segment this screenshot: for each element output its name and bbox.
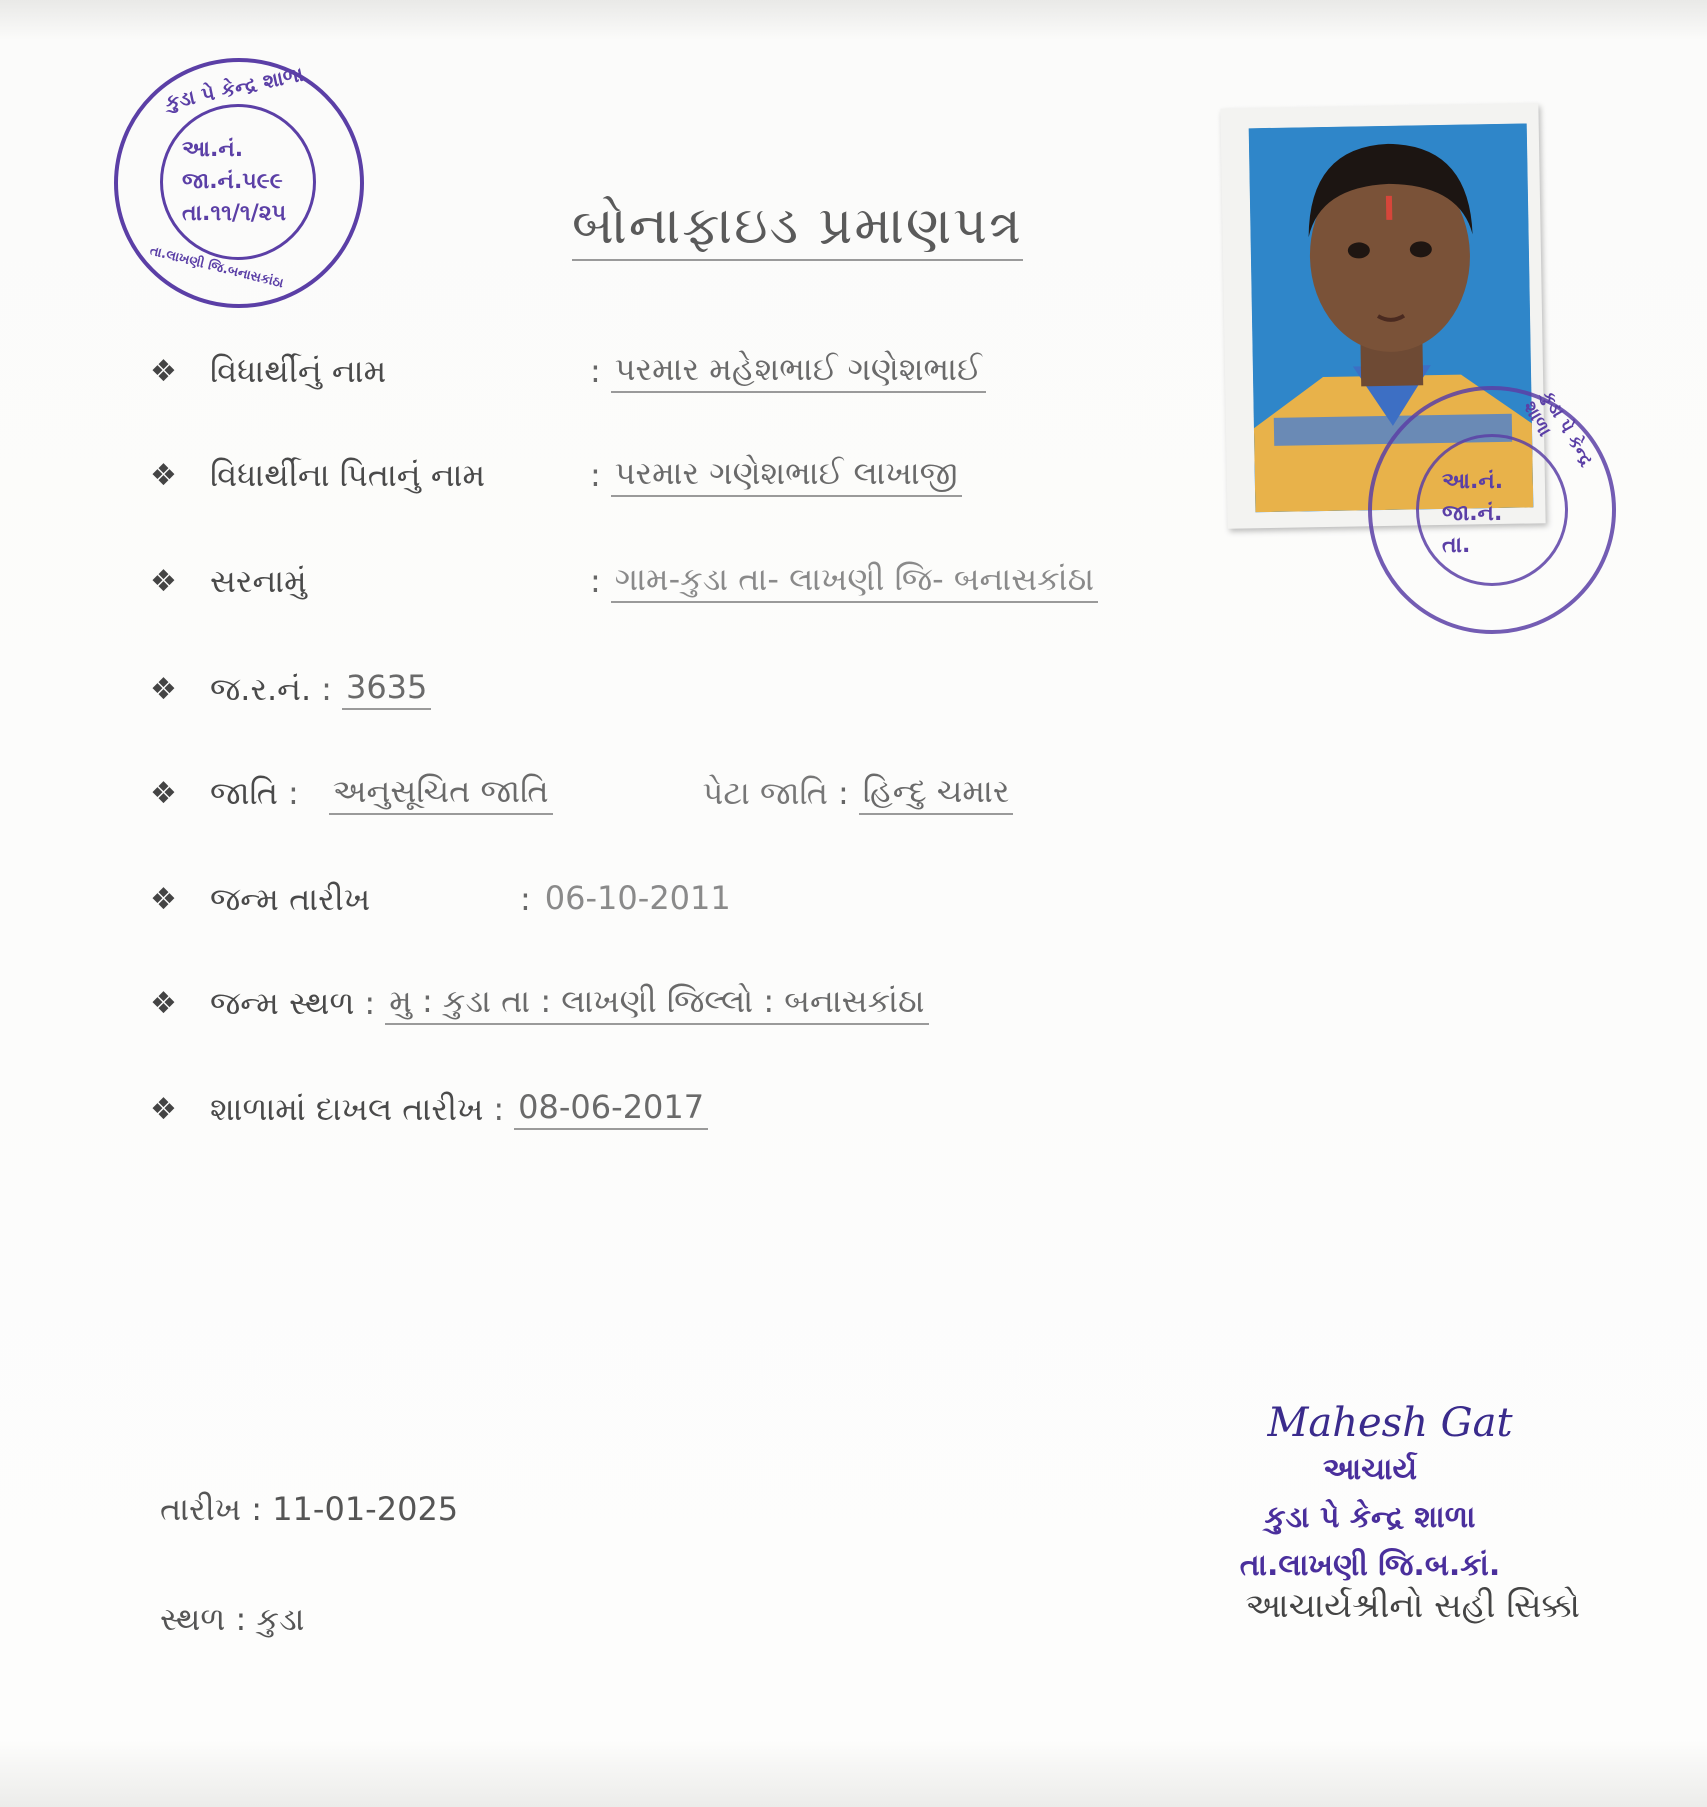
stamp-line-2: જા.નં.૫૯૯ [182, 169, 283, 194]
stamp-line-1: આ.નં. [182, 137, 244, 162]
stamp-center-text [182, 134, 286, 230]
colon-separator: : [288, 774, 299, 812]
birth-date-value: 06-10-2011 [544, 879, 731, 917]
footer-place-value: કુડા [256, 1600, 305, 1638]
address-label: સરનામું [210, 561, 307, 600]
colon-separator: : [590, 352, 601, 390]
colon-separator: : [235, 1600, 257, 1638]
footer-date [160, 1490, 458, 1529]
row-father-name [150, 450, 962, 500]
father-name-value: પરમાર ગણેશભાઈ લાખાજી [611, 454, 962, 497]
footer-date-label: તારીખ [160, 1490, 242, 1528]
footer-place-label: સ્થળ [160, 1600, 226, 1638]
school-stamp-photo [1368, 386, 1616, 634]
sub-caste-label: પેટા જાતિ [702, 773, 828, 812]
principal-signature: Mahesh Gat [1267, 1400, 1513, 1446]
stamp-ring-bottom-text: તા.લાખણી જિ.બનાસકાંઠા [148, 243, 285, 292]
student-name-label: વિધાર્થીનું નામ [210, 351, 387, 390]
row-student-name [150, 346, 986, 396]
sub-caste-value: હિન્દુ ચમાર [859, 772, 1014, 815]
row-caste [150, 768, 1013, 818]
colon-separator: : [590, 456, 601, 494]
row-address [150, 556, 1098, 606]
bullet-icon: ❖ [150, 1091, 177, 1127]
row-birth-date [150, 874, 735, 924]
bullet-icon: ❖ [150, 457, 177, 493]
colon-separator: : [520, 880, 531, 918]
stamp-photo-line-2: જા.નં. [1442, 501, 1503, 526]
footer-date-value: 11-01-2025 [272, 1490, 459, 1528]
bullet-icon: ❖ [150, 985, 177, 1021]
footer-place [160, 1600, 305, 1639]
principal-role: આચાર્ય [1322, 1452, 1418, 1487]
colon-separator: : [321, 670, 332, 708]
bullet-icon: ❖ [150, 563, 177, 599]
signature-caption: આચાર્યશ્રીનો સહી સિક્કો [1245, 1586, 1580, 1626]
row-birth-place [150, 978, 929, 1028]
father-name-label: વિધાર્થીના પિતાનું નામ [210, 455, 486, 494]
certificate-title: બોનાફાઇડ પ્રમાણપત્ર [572, 196, 1023, 261]
bullet-icon: ❖ [150, 353, 177, 389]
stamp-photo-ring-text: કુડા પે કેન્દ્ર શાળા [1518, 387, 1597, 471]
stamp-line-3: તા.૧૧/૧/૨૫ [182, 201, 287, 226]
birth-date-label: જન્મ તારીખ [210, 879, 371, 918]
colon-separator: : [364, 984, 376, 1022]
student-name-value: પરમાર મહેશભાઈ ગણેશભાઈ [611, 350, 986, 393]
birth-place-value: મુ : કુડા તા : લાખણી જિલ્લો : બનાસકાંઠા [385, 982, 928, 1025]
caste-value: અનુસૂચિત જાતિ [329, 772, 553, 815]
admission-date-value: 08-06-2017 [514, 1088, 708, 1130]
colon-separator: : [493, 1090, 505, 1128]
caste-label: જાતિ [210, 773, 279, 812]
stamp-photo-center-text [1442, 466, 1503, 562]
stamp-photo-line-1: આ.નં. [1442, 469, 1504, 494]
stamp-ring-text: કુડા પે કેન્દ્ર શાળા [163, 61, 306, 115]
colon-separator: : [590, 562, 601, 600]
school-stamp-top [114, 58, 364, 308]
colon-separator: : [251, 1490, 273, 1528]
bullet-icon: ❖ [150, 775, 177, 811]
birth-place-label: જન્મ સ્થળ [210, 983, 355, 1022]
admission-date-label: શાળામાં દાખલ તારીખ [210, 1089, 484, 1128]
principal-place: તા.લાખણી જિ.બ.કાં. [1239, 1548, 1501, 1583]
bullet-icon: ❖ [150, 881, 177, 917]
gr-number-label: જ.ર.નં. [210, 669, 312, 708]
row-gr-number [150, 664, 431, 714]
colon-separator: : [837, 774, 849, 812]
principal-school: કુડા પે કેન્દ્ર શાળા [1264, 1500, 1476, 1535]
row-admission-date [150, 1084, 708, 1134]
stamp-photo-line-3: તા. [1442, 533, 1471, 558]
gr-number-value: 3635 [342, 668, 431, 710]
address-value: ગામ-કુડા તા- લાખણી જિ- બનાસકાંઠા [611, 560, 1098, 603]
principal-signature-block [1160, 1400, 1580, 1626]
bullet-icon: ❖ [150, 671, 177, 707]
